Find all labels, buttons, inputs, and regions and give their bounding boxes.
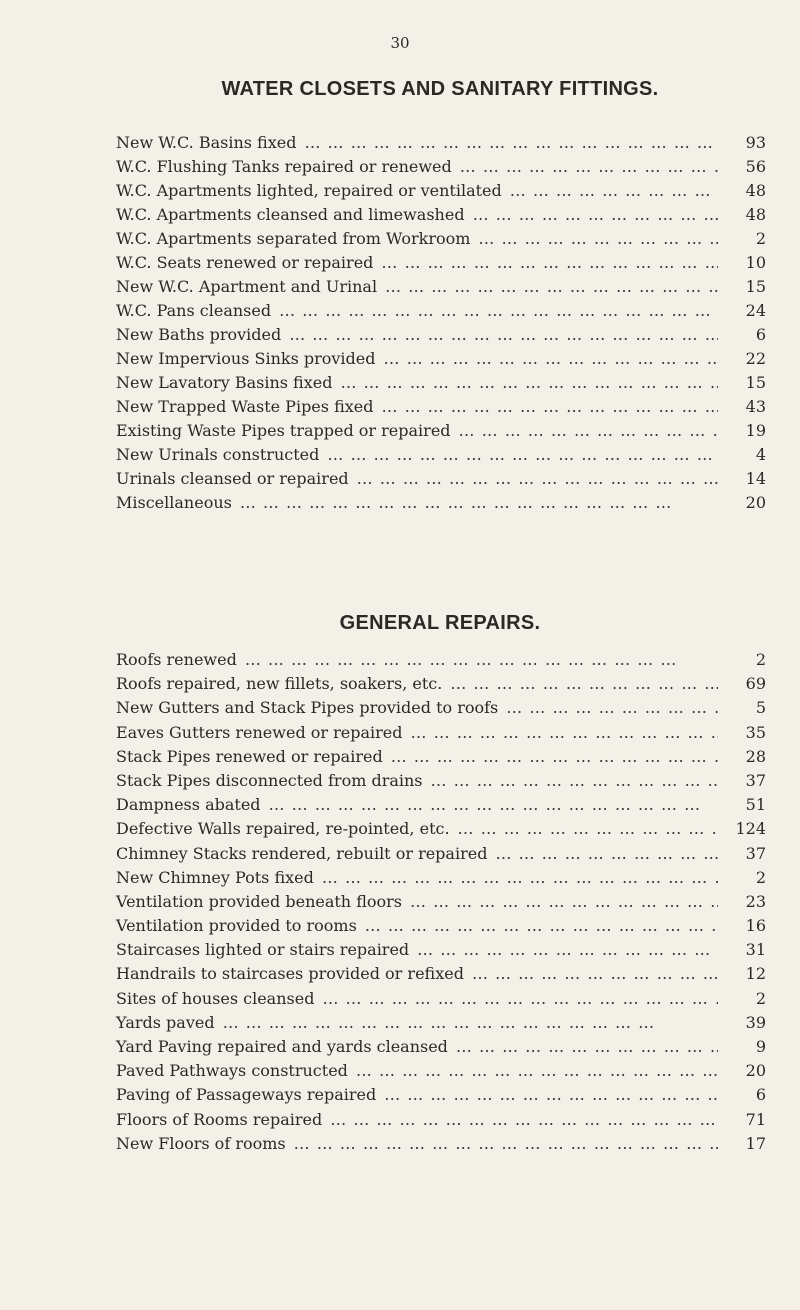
row-label: Yards paved [116, 1012, 215, 1032]
leader-dots [417, 938, 718, 962]
row-value: 9 [755, 1037, 766, 1056]
row-value: 14 [745, 469, 766, 488]
leader-dots [472, 962, 718, 986]
row-label: Stack Pipes disconnected from drains [116, 770, 423, 790]
leader-dots [458, 817, 718, 841]
table-row [116, 721, 766, 745]
table-row [116, 938, 766, 962]
table-row [116, 962, 766, 986]
row-value: 12 [745, 964, 766, 984]
row-label: Eaves Gutters renewed or repaired [116, 722, 403, 742]
table-row [116, 443, 766, 467]
row-value: 10 [745, 253, 766, 272]
row-label: Yard Paving repaired and yards cleansed [116, 1037, 448, 1056]
row-label: Paving of Passageways repaired [116, 1085, 377, 1105]
row-value: 48 [745, 205, 766, 224]
row-value: 35 [745, 722, 766, 742]
row-label: Handrails to staircases provided or refixed [116, 964, 464, 984]
row-label: W.C. Apartments lighted, repaired or ventilated [116, 181, 502, 200]
row-label: New Trapped Waste Pipes fixed [116, 397, 374, 416]
leader-dots [340, 371, 718, 395]
row-label: Chimney Stacks rendered, rebuilt or repaired [116, 843, 488, 863]
table-row [116, 866, 766, 890]
row-label: W.C. Pans cleansed [116, 301, 272, 320]
row-label: Ventilation provided beneath floors [116, 891, 402, 911]
leader-dots [381, 251, 718, 275]
row-label: New Lavatory Basins fixed [116, 373, 333, 392]
leader-dots [410, 890, 718, 914]
table-row [116, 1035, 766, 1059]
general-repairs-list [116, 648, 766, 1156]
row-value: 93 [745, 133, 766, 152]
row-value: 2 [755, 229, 766, 248]
row-value: 15 [745, 373, 766, 392]
table-row [116, 817, 766, 841]
leader-dots [431, 769, 718, 793]
leader-dots [240, 491, 718, 515]
row-label: Roofs repaired, new fillets, soakers, etc. [116, 674, 443, 694]
row-label: W.C. Seats renewed or repaired [116, 253, 374, 272]
row-label: Roofs renewed [116, 650, 237, 669]
leader-dots [385, 275, 718, 299]
row-value: 37 [745, 770, 766, 790]
row-label: Staircases lighted or stairs repaired [116, 940, 410, 960]
row-value: 2 [755, 650, 766, 669]
row-label: Miscellaneous [116, 493, 232, 512]
row-label: New Floors of rooms [116, 1133, 286, 1153]
row-value: 5 [755, 698, 766, 718]
row-label: Ventilation provided to rooms [116, 916, 357, 936]
leader-dots [322, 987, 718, 1011]
leader-dots [411, 721, 718, 745]
table-row [116, 203, 766, 227]
leader-dots [450, 672, 718, 696]
row-value: 6 [755, 1085, 766, 1105]
row-value: 31 [745, 940, 766, 960]
row-value: 4 [755, 445, 766, 464]
leader-dots [478, 227, 718, 251]
page-number: 30 [390, 34, 410, 52]
row-label: Sites of houses cleansed [116, 988, 315, 1008]
section-title-water-closets: WATER CLOSETS AND SANITARY FITTINGS. [221, 78, 659, 100]
row-value: 69 [745, 674, 766, 694]
row-value: 20 [745, 1061, 766, 1081]
row-label: Paved Pathways constructed [116, 1061, 348, 1081]
row-value: 71 [745, 1109, 766, 1129]
table-row [116, 1132, 766, 1156]
leader-dots [459, 419, 718, 443]
table-row [116, 842, 766, 866]
table-row [116, 467, 766, 491]
row-value: 51 [745, 795, 766, 815]
table-row [116, 648, 766, 672]
leader-dots [384, 347, 719, 371]
table-row [116, 769, 766, 793]
row-value: 43 [745, 397, 766, 416]
leader-dots [269, 793, 718, 817]
row-value: 28 [745, 746, 766, 766]
row-label: New Chimney Pots fixed [116, 867, 314, 887]
row-value: 24 [745, 301, 766, 320]
leader-dots [391, 745, 718, 769]
table-row [116, 395, 766, 419]
row-value: 17 [745, 1133, 766, 1153]
row-label: Defective Walls repaired, re-pointed, etc. [116, 819, 450, 839]
row-label: New Urinals constructed [116, 445, 320, 464]
table-row [116, 323, 766, 347]
table-row [116, 491, 766, 515]
table-row [116, 155, 766, 179]
row-label: New Baths provided [116, 325, 282, 344]
row-label: New Impervious Sinks provided [116, 349, 376, 368]
row-value: 48 [745, 181, 766, 200]
leader-dots [510, 179, 718, 203]
section-title-general-repairs: GENERAL REPAIRS. [339, 612, 541, 634]
leader-dots [381, 395, 718, 419]
table-row [116, 914, 766, 938]
row-value: 20 [745, 493, 766, 512]
table-row [116, 179, 766, 203]
row-value: 23 [745, 891, 766, 911]
row-value: 2 [755, 988, 766, 1008]
row-label: Dampness abated [116, 795, 261, 815]
row-label: New W.C. Basins fixed [116, 133, 297, 152]
leader-dots [304, 131, 718, 155]
row-value: 16 [745, 916, 766, 936]
table-row [116, 745, 766, 769]
row-value: 37 [745, 843, 766, 863]
leader-dots [294, 1132, 718, 1156]
row-label: W.C. Flushing Tanks repaired or renewed [116, 157, 452, 176]
row-label: W.C. Apartments cleansed and limewashed [116, 205, 465, 224]
row-label: Floors of Rooms repaired [116, 1109, 323, 1129]
row-value: 56 [745, 157, 766, 176]
table-row [116, 1083, 766, 1107]
leader-dots [322, 866, 718, 890]
row-value: 22 [745, 349, 766, 368]
table-row [116, 371, 766, 395]
row-label: Urinals cleansed or repaired [116, 469, 349, 488]
leader-dots [365, 914, 718, 938]
table-row [116, 251, 766, 275]
table-row [116, 299, 766, 323]
table-row [116, 1011, 766, 1035]
row-label: New Gutters and Stack Pipes provided to roofs [116, 698, 499, 718]
leader-dots [279, 299, 718, 323]
leader-dots [330, 1108, 718, 1132]
table-row [116, 347, 766, 371]
table-row [116, 131, 766, 155]
leader-dots [473, 203, 718, 227]
leader-dots [356, 1059, 718, 1083]
table-row [116, 419, 766, 443]
table-row [116, 696, 766, 720]
row-value: 6 [755, 325, 766, 344]
row-value: 39 [745, 1012, 766, 1032]
table-row [116, 890, 766, 914]
row-label: Stack Pipes renewed or repaired [116, 746, 383, 766]
row-label: Existing Waste Pipes trapped or repaired [116, 421, 451, 440]
leader-dots [460, 155, 718, 179]
row-value: 124 [735, 819, 766, 839]
leader-dots [223, 1011, 718, 1035]
table-row [116, 1059, 766, 1083]
leader-dots [327, 443, 718, 467]
row-value: 19 [745, 421, 766, 440]
row-value: 2 [755, 867, 766, 887]
water-closets-list [116, 131, 766, 515]
table-row [116, 227, 766, 251]
leader-dots [289, 323, 718, 347]
leader-dots [506, 696, 718, 720]
table-row [116, 1108, 766, 1132]
row-label: W.C. Apartments separated from Workroom [116, 229, 471, 248]
table-row [116, 793, 766, 817]
row-value: 15 [745, 277, 766, 296]
leader-dots [245, 648, 718, 672]
row-label: New W.C. Apartment and Urinal [116, 277, 378, 296]
leader-dots [384, 1083, 718, 1107]
leader-dots [495, 842, 718, 866]
table-row [116, 672, 766, 696]
leader-dots [456, 1035, 718, 1059]
table-row [116, 275, 766, 299]
leader-dots [357, 467, 718, 491]
table-row [116, 987, 766, 1011]
